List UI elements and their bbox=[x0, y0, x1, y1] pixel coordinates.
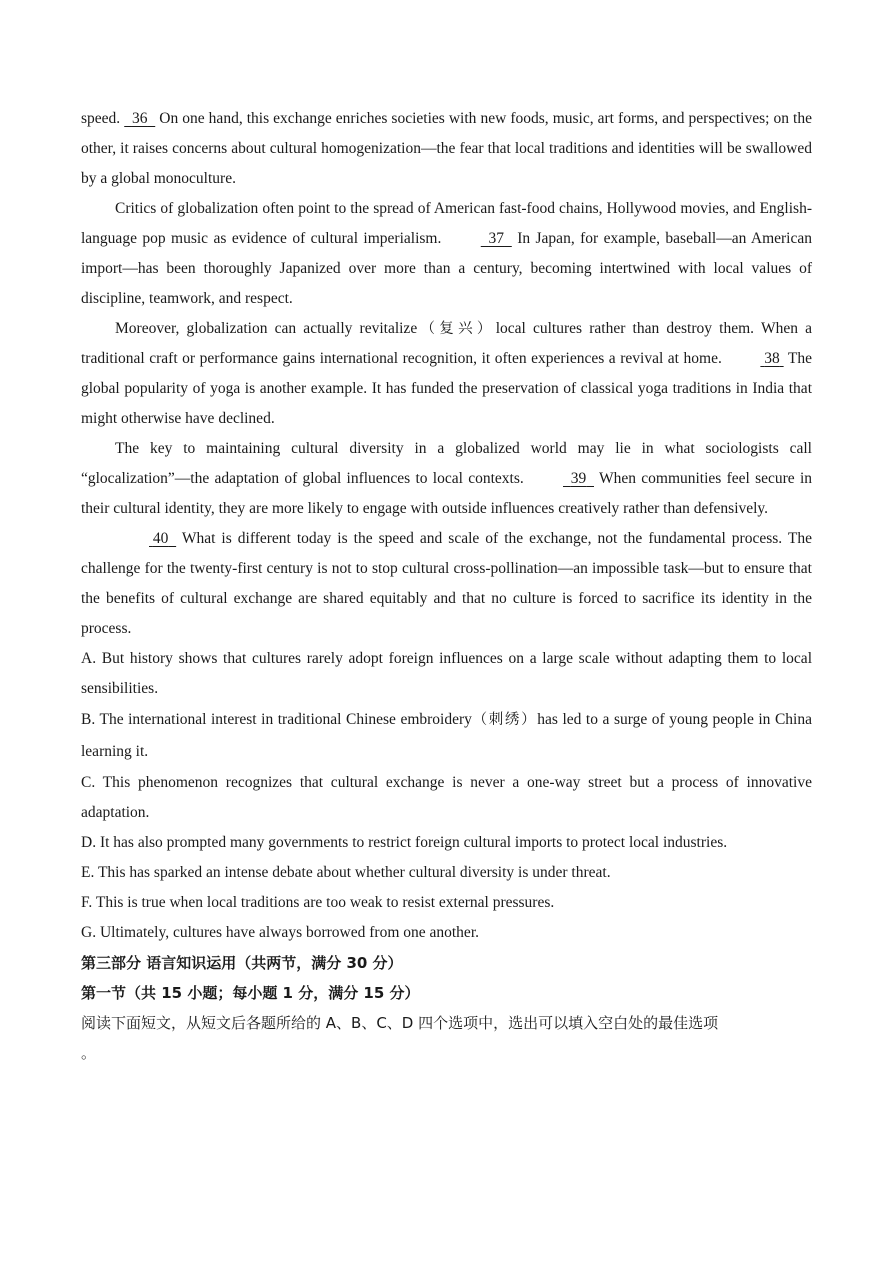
p3-text-after: The global popularity of yoga is another example. It has funded the preservation of classical yoga traditions in India that might otherwise have declined. bbox=[81, 350, 812, 427]
passage-paragraph-2 bbox=[81, 194, 812, 314]
part-three-heading: 第三部分 语言知识运用（共两节，满分 30 分） bbox=[81, 954, 403, 972]
blank-37-number: 37 bbox=[488, 230, 505, 247]
blank-36 bbox=[124, 104, 155, 134]
blank-39 bbox=[529, 464, 594, 494]
answer-options bbox=[81, 644, 812, 948]
option-a: A. But history shows that cultures rarely adopt foreign influences on a large scale without adapting them to local sensibilities. bbox=[81, 650, 812, 697]
blank-38 bbox=[726, 344, 783, 374]
p3-gloss: （复兴） bbox=[417, 321, 496, 337]
section-one-heading: 第一节（共 15 小题；每小题 1 分，满分 15 分） bbox=[81, 984, 420, 1002]
option-b-text-after: has led to a surge of young people in China learning it. bbox=[81, 711, 812, 760]
option-c: C. This phenomenon recognizes that cultural exchange is never a one-way street but a process of innovative adaptation. bbox=[81, 774, 812, 821]
p2-text-before: Critics of globalization often point to the spread of American fast-food chains, Hollywood movies, and English-language pop music as evidence of cultural imperialism. bbox=[81, 200, 812, 247]
option-e: E. This has sparked an intense debate about whether cultural diversity is under threat. bbox=[81, 864, 611, 881]
section-instruction: 阅读下面短文，从短文后各题所给的 A、B、C、D 四个选项中，选出可以填入空白处的最佳选项 bbox=[81, 1014, 719, 1032]
section-instruction-tail: 。 bbox=[81, 1044, 97, 1062]
p4-text-after: When communities feel secure in their cultural identity, they are more likely to engage with outside influences creatively rather than defensively. bbox=[81, 470, 812, 517]
blank-38-number: 38 bbox=[764, 350, 780, 367]
p1-text-after: On one hand, this exchange enriches societies with new foods, music, art forms, and perspectives; on the other, it raises concerns about cultural homogenization—the fear that local traditions and identities will be swallowed by a global monoculture. bbox=[81, 110, 812, 187]
passage-paragraph-5 bbox=[81, 524, 812, 644]
blank-37 bbox=[447, 224, 512, 254]
option-g: G. Ultimately, cultures have always borrowed from one another. bbox=[81, 924, 479, 941]
option-d: D. It has also prompted many governments to restrict foreign cultural imports to protect local industries. bbox=[81, 834, 728, 851]
p3-text-before: Moreover, globalization can actually revitalize bbox=[115, 320, 418, 337]
passage-paragraph-4 bbox=[81, 434, 812, 524]
passage-paragraph-3 bbox=[81, 314, 812, 434]
p5-text-after: What is different today is the speed and scale of the exchange, not the fundamental process. The challenge for the twenty-first century is not to stop cultural cross-pollination—an impossible task—but to ensure that the benefits of cultural exchange are shared equitably and that no culture is forced to sacrifice its identity in the process. bbox=[81, 530, 812, 637]
blank-36-number: 36 bbox=[131, 110, 148, 127]
exam-page bbox=[81, 104, 812, 1068]
blank-40 bbox=[115, 524, 176, 554]
option-f: F. This is true when local traditions are too weak to resist external pressures. bbox=[81, 894, 555, 911]
blank-39-number: 39 bbox=[570, 470, 587, 487]
p1-text-before: speed. bbox=[81, 110, 125, 127]
passage-paragraph-1 bbox=[81, 104, 812, 194]
p4-text-before: The key to maintaining cultural diversity in a globalized world may lie in what sociologists call “glocalization”—the adaptation of global influences to local contexts. bbox=[81, 440, 812, 487]
option-b bbox=[81, 704, 812, 768]
p3-text-middle: local cultures rather than destroy them. When a traditional craft or performance gains international recognition, it often experiences a revival at home. bbox=[81, 320, 813, 367]
option-b-text-before: B. The international interest in traditional Chinese embroidery bbox=[81, 711, 472, 728]
p2-text-after: In Japan, for example, baseball—an American import—has been thoroughly Japanized over more than a century, becoming intertwined with local values of discipline, teamwork, and respect. bbox=[81, 230, 812, 307]
option-b-gloss: （刺绣） bbox=[471, 712, 538, 728]
blank-40-number: 40 bbox=[152, 530, 169, 547]
